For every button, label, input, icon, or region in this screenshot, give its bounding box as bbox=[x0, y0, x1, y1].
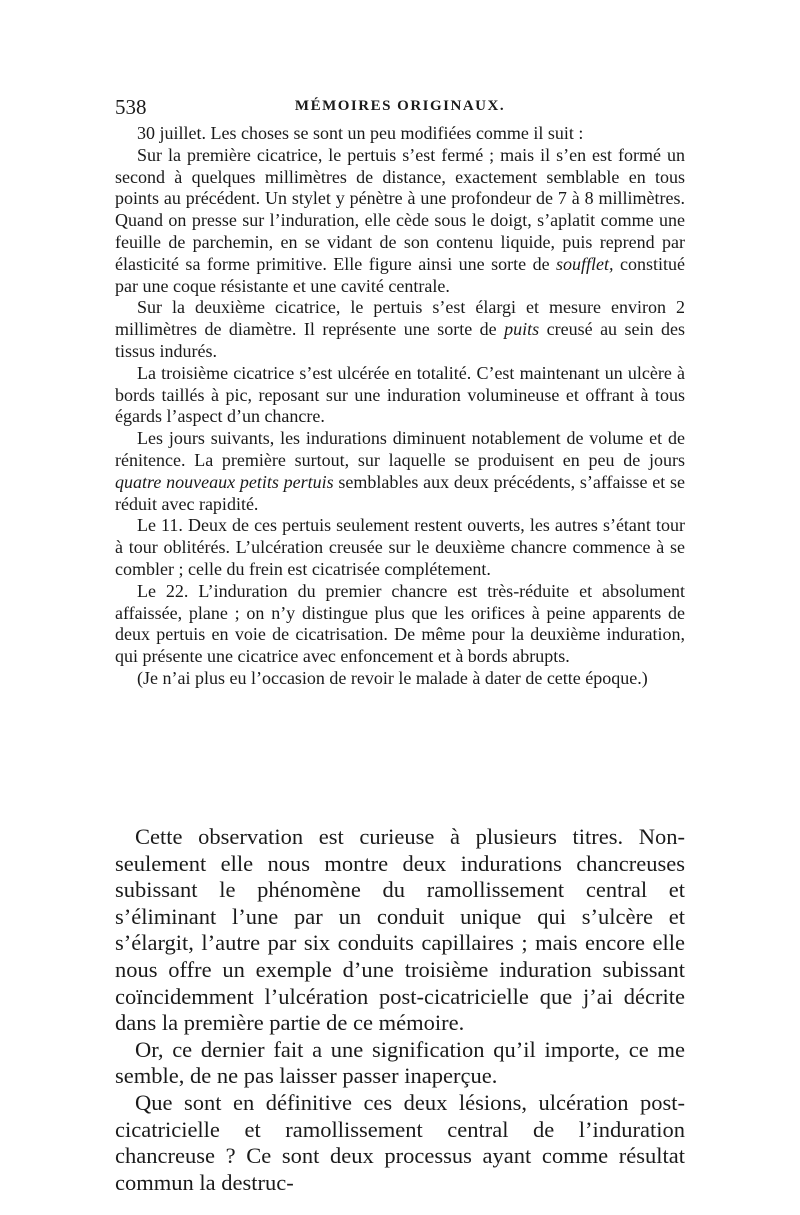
paragraph-date-intro: 30 juillet. Les choses se sont un peu modifiées comme il suit : bbox=[137, 123, 584, 143]
paragraph-day-22: Le 22. L’induration du premier chancre est très-réduite et absolument affaissée, plane ; on n’y distingue plus que les orifices à peine apparents de deux pertuis en voie de cicatrisation. De même pour la deuxième induration, qui présente une cicatrice avec enfoncement et à bords abrupts. bbox=[115, 580, 685, 667]
paragraph-note: (Je n’ai plus eu l’occasion de revoir le malade à dater de cette époque.) bbox=[137, 667, 648, 688]
paragraph-day-11: Le 11. Deux de ces pertuis seulement restent ouverts, les autres s’étant tour à tour oblitérés. L’ulcération creusée sur le deuxième chancre commence à se combler ; celle du frein est cicatrisée complétement. bbox=[115, 515, 685, 579]
paragraph-commentary-3: Que sont en définitive ces deux lésions, ulcération post-cicatricielle et ramollissement central de l’induration chancreuse ? Ce sont deux processus ayant comme résultat commun la destruc- bbox=[115, 1089, 685, 1195]
emphasis-quatre-pertuis: quatre nouveaux petits pertuis bbox=[115, 471, 334, 492]
paragraph-second-scar: Sur la deuxième cicatrice, le pertuis s’est élargi et mesure environ 2 millimètres de diamètre. Il représente une sorte de puits creusé au sein des tissus indurés. bbox=[115, 297, 685, 361]
observation-text bbox=[115, 123, 685, 690]
emphasis-puits: puits bbox=[504, 319, 540, 340]
running-head: MÉMOIRES ORIGINAUX. bbox=[294, 98, 506, 114]
paragraph-commentary-2: Or, ce dernier fait a une signification qu’il importe, ce me semble, de ne pas laisser passer inaperçue. bbox=[115, 1036, 685, 1089]
paragraph-first-scar: Sur la première cicatrice, le pertuis s’est fermé ; mais il s’en est formé un second à quelques millimètres de distance, exactement semblable en tous points au précédent. Un stylet y pénètre à une profondeur de 7 à 8 millimètres. Quand on presse sur l’induration, elle cède sous le doigt, s’aplatit comme une feuille de parchemin, en se vidant de son contenu liquide, puis reprend par élasticité sa forme primitive. Elle figure ainsi une sorte de soufflet, constitué par une coque résistante et une cavité centrale. bbox=[115, 144, 685, 296]
page-header bbox=[115, 95, 685, 121]
page-number: 538 bbox=[115, 95, 147, 119]
paragraph-commentary-1: Cette observation est curieuse à plusieurs titres. Non-seulement elle nous montre deux indurations chancreuses subissant le phénomène du ramollissement central et s’éliminant l’une par un conduit unique qui s’ulcère et s’élargit, l’autre par six conduits capillaires ; mais encore elle nous offre un exemple d’une troisième induration subissant coïncidemment l’ulcération post-cicatricielle que j’ai décrite dans la première partie de ce mémoire. bbox=[115, 824, 685, 1036]
paragraph-third-scar: La troisième cicatrice s’est ulcérée en totalité. C’est maintenant un ulcère à bords taillés à pic, reposant sur une induration volumineuse et offrant à tous égards l’aspect d’un chancre. bbox=[115, 362, 685, 427]
commentary-text bbox=[115, 824, 685, 1196]
paragraph-following-days: Les jours suivants, les indurations diminuent notablement de volume et de rénitence. La première surtout, sur laquelle se produisent en peu de jours quatre nouveaux petits pertuis semblables aux deux précédents, s’affaisse et se réduit avec rapidité. bbox=[115, 428, 685, 514]
emphasis-soufflet: soufflet, bbox=[556, 253, 614, 274]
